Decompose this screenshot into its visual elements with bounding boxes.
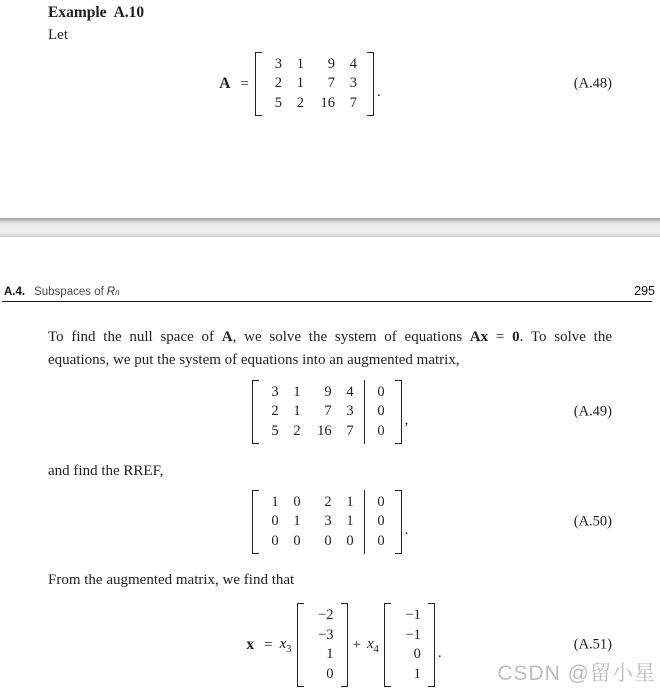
- matrix-cell: 0: [377, 513, 385, 530]
- right-bracket: [395, 490, 402, 555]
- set-symbol-R: R: [106, 286, 116, 298]
- equation-number-a50: (A.50): [573, 513, 612, 530]
- text-run: To find the null space of: [48, 329, 222, 345]
- equation-number-a48: (A.48): [573, 75, 612, 92]
- text-run: . To solve the: [519, 329, 612, 345]
- equation-a50: [48, 490, 612, 554]
- matrix-cell: 16: [317, 422, 332, 439]
- trailing-comma: ,: [404, 411, 409, 428]
- matrix-cell: 0: [293, 493, 301, 510]
- matrix-cell: 7: [346, 422, 354, 439]
- left-bracket: [252, 490, 259, 555]
- matrix-cell: 1: [346, 513, 354, 530]
- vector-cell: 1: [413, 665, 421, 682]
- matrix-cells: [259, 490, 364, 555]
- right-bracket: [395, 380, 402, 445]
- matrix-cell: 0: [271, 513, 279, 530]
- trailing-period: .: [437, 644, 442, 661]
- matrix-cells: [262, 52, 367, 117]
- vector-cell: 1: [326, 646, 334, 662]
- matrix-cell: 2: [274, 75, 282, 92]
- matrix-cell: 3: [271, 383, 279, 400]
- vector-cell: −1: [405, 607, 421, 623]
- vector-cells: [304, 603, 341, 687]
- bold-Ax: Ax: [469, 329, 489, 345]
- matrix-cell: 2: [324, 493, 332, 510]
- trailing-period: .: [376, 83, 381, 100]
- matrix-a48: [255, 52, 374, 117]
- bold-zero: 0: [512, 329, 520, 345]
- matrix-cell: 9: [327, 55, 335, 72]
- equals-sign: =: [240, 75, 249, 92]
- matrix-cell: 0: [377, 403, 385, 420]
- equals-sign: =: [264, 636, 273, 653]
- augmented-matrix-a50: [252, 490, 402, 555]
- equation-a49: [48, 380, 612, 444]
- vector-2: [384, 603, 435, 687]
- body-paragraph: [48, 326, 612, 371]
- equation-a48-content: [219, 52, 380, 117]
- right-bracket: [428, 603, 435, 687]
- matrix-cell: 0: [377, 493, 385, 510]
- vector-symbol-x: x: [246, 636, 255, 653]
- matrix-cell: 7: [324, 403, 332, 420]
- left-bracket: [255, 52, 262, 117]
- subscript-3: 3: [286, 643, 292, 655]
- matrix-cell: 4: [346, 383, 354, 400]
- matrix-cell: 1: [293, 383, 301, 400]
- coefficient-x4: [367, 636, 379, 655]
- matrix-cells: [259, 380, 364, 445]
- right-bracket: [341, 603, 348, 687]
- plus-sign: +: [352, 636, 361, 653]
- paragraph-line-1: [48, 326, 612, 349]
- example-heading: Example A.10: [48, 4, 145, 21]
- vector-cell: −3: [318, 626, 334, 643]
- text-run: =: [488, 329, 513, 345]
- equation-a49-content: [252, 380, 409, 445]
- matrix-cell: 1: [296, 75, 304, 92]
- matrix-cell: 0: [271, 532, 279, 549]
- text-run: , we solve the system of equations: [232, 329, 470, 345]
- vector-cells: [391, 603, 428, 687]
- csdn-watermark: CSDN @留小星: [497, 662, 656, 685]
- matrix-cell: 3: [324, 513, 332, 530]
- matrix-cell: 16: [320, 94, 335, 111]
- var-x: x: [279, 635, 287, 652]
- left-bracket: [252, 380, 259, 445]
- vector-cell: −1: [405, 626, 421, 643]
- header-rule: [2, 301, 652, 302]
- matrix-cell: 1: [271, 493, 279, 510]
- matrix-cell: 0: [377, 422, 385, 439]
- matrix-cell: 2: [271, 403, 279, 420]
- vector-cell: 0: [326, 665, 334, 682]
- matrix-cell: 7: [327, 75, 335, 92]
- right-bracket: [367, 52, 374, 117]
- equation-a51-content: [246, 603, 441, 687]
- equation-a50-content: [252, 490, 409, 555]
- matrix-cell: 1: [346, 493, 354, 510]
- augmented-matrix-a49: [252, 380, 402, 445]
- matrix-symbol-A: A: [219, 75, 231, 92]
- section-title: Subspaces of: [34, 286, 104, 298]
- equation-a48: [48, 50, 612, 118]
- paragraph-line-2: equations, we put the system of equations into an augmented matrix,: [48, 351, 460, 368]
- matrix-cell: 2: [293, 422, 301, 439]
- rref-line: and find the RREF,: [48, 463, 164, 479]
- matrix-cell: 0: [346, 532, 354, 549]
- augmented-column: [365, 380, 395, 445]
- matrix-cell: 0: [324, 532, 332, 549]
- vector-cell: −2: [318, 607, 334, 623]
- find-that-line: From the augmented matrix, we find that: [48, 572, 295, 588]
- vector-1: [297, 603, 348, 687]
- matrix-cell: 0: [377, 532, 385, 549]
- matrix-cell: 0: [377, 383, 385, 400]
- matrix-cell: 5: [271, 422, 279, 439]
- left-bracket: [384, 603, 391, 687]
- matrix-cell: 0: [293, 532, 301, 549]
- matrix-cell: 4: [349, 55, 357, 72]
- matrix-cell: 3: [346, 403, 354, 420]
- subscript-4: 4: [373, 643, 379, 655]
- matrix-cell: 2: [296, 94, 304, 111]
- matrix-cell: 3: [349, 75, 357, 92]
- superscript-n: n: [115, 288, 120, 297]
- matrix-cell: 1: [293, 513, 301, 530]
- matrix-cell: 1: [296, 55, 304, 72]
- left-bracket: [297, 603, 304, 687]
- equation-number-a51: (A.51): [573, 636, 612, 653]
- matrix-cell: 1: [293, 403, 301, 420]
- bold-A: A: [221, 329, 233, 345]
- matrix-cell: 3: [274, 55, 282, 72]
- vector-cell: 0: [413, 646, 421, 662]
- coefficient-x3: [280, 636, 292, 655]
- matrix-cell: 5: [274, 94, 282, 111]
- matrix-cell: 9: [324, 383, 332, 400]
- matrix-cell: 7: [349, 94, 357, 111]
- running-header: [4, 284, 655, 299]
- equation-number-a49: (A.49): [573, 403, 612, 420]
- trailing-period: .: [404, 521, 409, 538]
- var-x: x: [366, 635, 374, 652]
- page-number: 295: [634, 284, 655, 298]
- page-gap: [0, 218, 660, 237]
- section-number: A.4.: [4, 286, 26, 298]
- let-text: Let: [48, 27, 68, 43]
- augmented-column: [365, 490, 395, 555]
